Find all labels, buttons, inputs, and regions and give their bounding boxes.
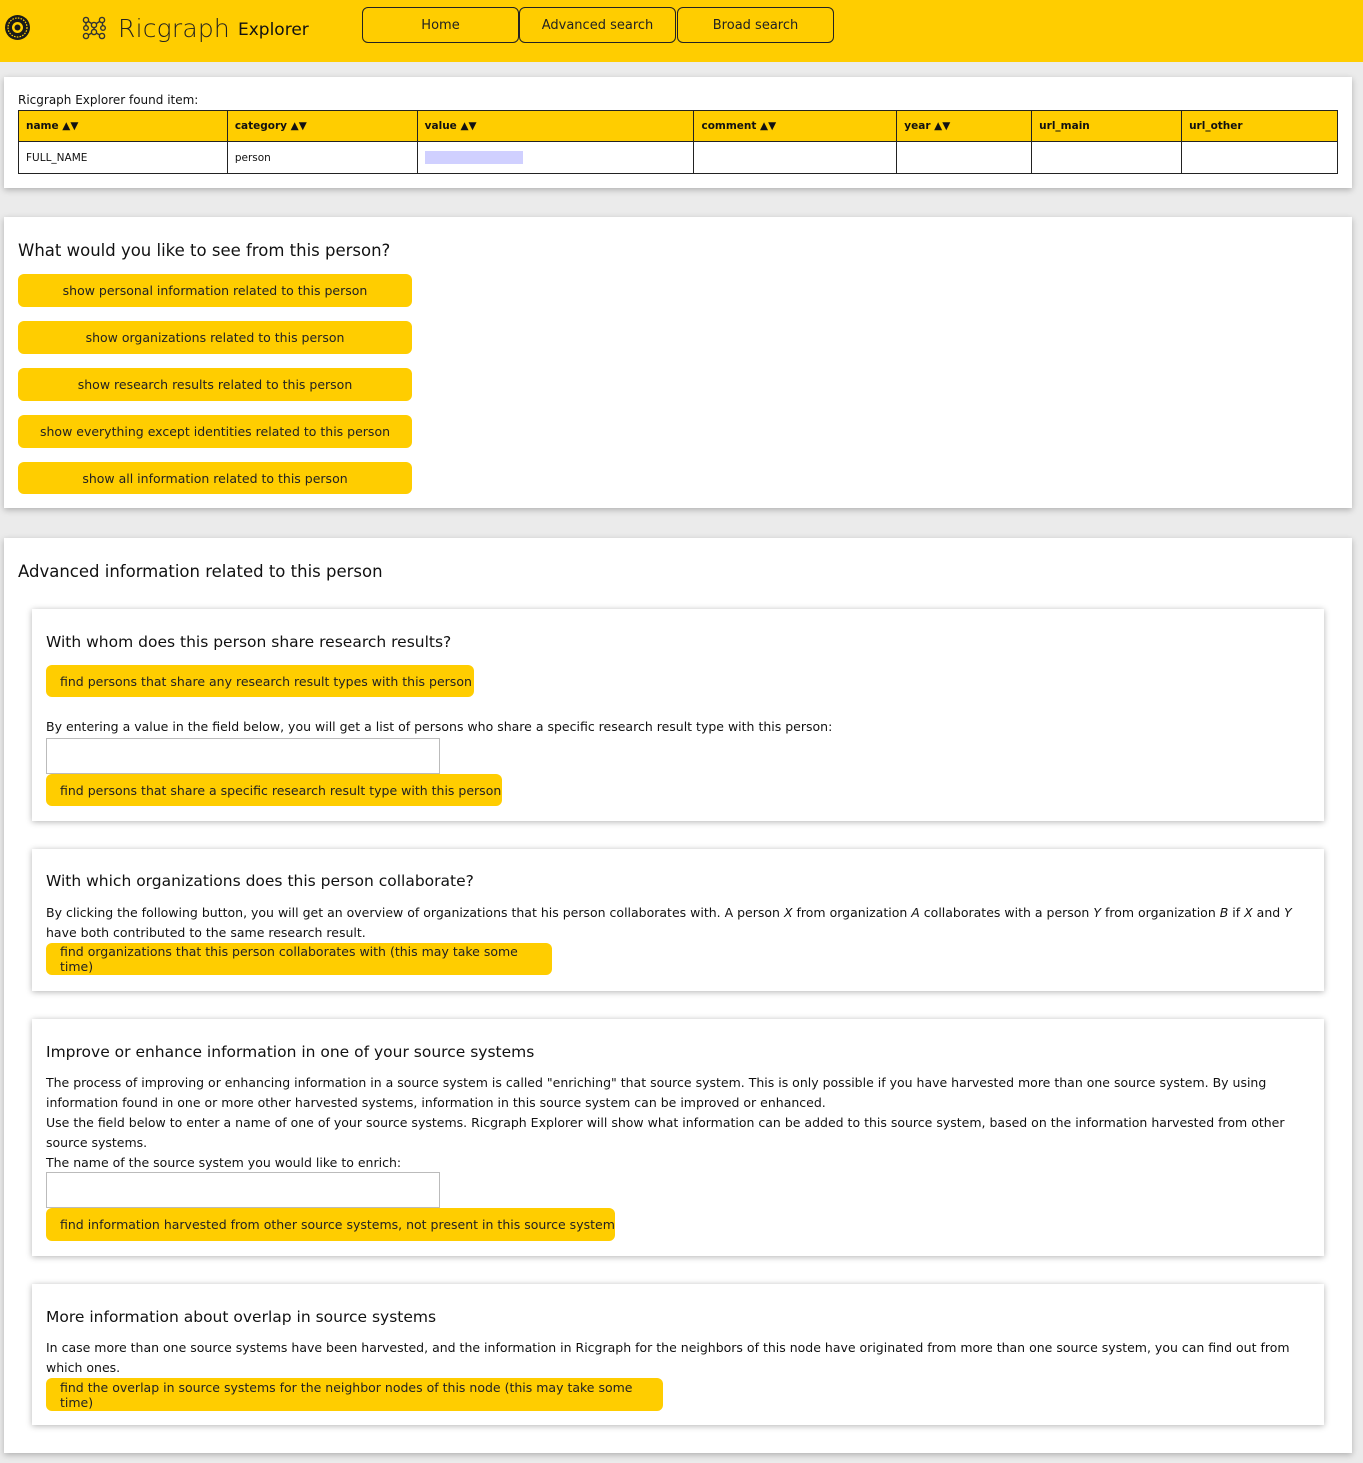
found-item-table bbox=[18, 110, 1338, 174]
overlap-description: In case more than one source systems have been harvested, and the information in Ricgraph for the neighbors of this node have originated from more than one source system, you can find out from which ones. bbox=[46, 1340, 1290, 1375]
advanced-info-card bbox=[4, 538, 1352, 1453]
overlap-title: More information about overlap in source systems bbox=[46, 1308, 437, 1326]
collaboration-title: With which organizations does this person collaborate? bbox=[46, 872, 474, 890]
graph-network-icon bbox=[80, 14, 108, 42]
column-header-year[interactable]: year ▲▼ bbox=[897, 111, 1032, 142]
cell-value[interactable] bbox=[417, 142, 694, 174]
table-header-row bbox=[19, 111, 1338, 142]
source-system-input[interactable] bbox=[46, 1172, 440, 1208]
table-row bbox=[19, 142, 1338, 174]
cell-category: person bbox=[227, 142, 417, 174]
advanced-title: Advanced information related to this person bbox=[18, 562, 383, 581]
show-personal-info-button[interactable]: show personal information related to this person bbox=[18, 274, 412, 307]
column-header-name[interactable]: name ▲▼ bbox=[19, 111, 228, 142]
show-all-information-button[interactable]: show all information related to this person bbox=[18, 462, 412, 494]
brand-logo[interactable] bbox=[80, 12, 309, 44]
share-results-panel bbox=[32, 609, 1324, 821]
column-header-category[interactable]: category ▲▼ bbox=[227, 111, 417, 142]
nav-advanced-search-button[interactable]: Advanced search bbox=[519, 7, 676, 43]
enrich-description: The process of improving or enhancing information in a source system is called "enriching" that source system. This is only possible if you have harvested more than one source system. By using information found in one or more other harvested systems, information in this source system can be improved or enhanced. Use the field below to enter a name of one of your source systems. Ricgraph Explorer will show what information can be added to this source system, based on the information harvested from other source systems. The name of the source system you would like to enrich: bbox=[46, 1075, 1285, 1170]
university-seal-icon[interactable] bbox=[4, 14, 31, 41]
nav-home-button[interactable]: Home bbox=[362, 7, 519, 43]
options-title: What would you like to see from this person? bbox=[18, 241, 391, 260]
enrich-title: Improve or enhance information in one of your source systems bbox=[46, 1043, 535, 1061]
redacted-value bbox=[425, 151, 523, 164]
collaboration-description: By clicking the following button, you will get an overview of organizations that his person collaborates with. A person X from organization A collaborates with a person Y from organization B if X and Y have both contributed to the same research result. bbox=[46, 905, 1292, 940]
brand-name: Ricgraph bbox=[118, 13, 230, 43]
find-enrich-information-button[interactable]: find information harvested from other source systems, not present in this source system bbox=[46, 1208, 615, 1241]
find-source-overlap-button[interactable]: find the overlap in source systems for the neighbor nodes of this node (this may take some time) bbox=[46, 1378, 663, 1411]
cell-year bbox=[897, 142, 1032, 174]
enrich-panel bbox=[32, 1019, 1324, 1256]
column-header-comment[interactable]: comment ▲▼ bbox=[694, 111, 897, 142]
column-header-url-other: url_other bbox=[1182, 111, 1338, 142]
column-header-url-main: url_main bbox=[1032, 111, 1182, 142]
share-results-title: With whom does this person share research results? bbox=[46, 633, 452, 651]
show-research-results-button[interactable]: show research results related to this person bbox=[18, 368, 412, 401]
brand-suffix: Explorer bbox=[237, 19, 309, 40]
collaboration-panel bbox=[32, 849, 1324, 991]
found-item-card bbox=[4, 77, 1352, 188]
share-results-instruction: By entering a value in the field below, you will get a list of persons who share a specific research result type with this person: bbox=[46, 719, 833, 734]
top-bar bbox=[0, 0, 1363, 62]
person-options-card bbox=[4, 217, 1352, 508]
nav-broad-search-button[interactable]: Broad search bbox=[677, 7, 834, 43]
research-result-type-input[interactable] bbox=[46, 738, 440, 774]
cell-url-main bbox=[1032, 142, 1182, 174]
cell-url-other bbox=[1182, 142, 1338, 174]
column-header-value[interactable]: value ▲▼ bbox=[417, 111, 694, 142]
cell-comment bbox=[694, 142, 897, 174]
overlap-panel bbox=[32, 1284, 1324, 1425]
found-item-label: Ricgraph Explorer found item: bbox=[18, 93, 199, 107]
find-persons-specific-type-button[interactable]: find persons that share a specific research result type with this person bbox=[46, 774, 502, 806]
cell-name: FULL_NAME bbox=[19, 142, 228, 174]
show-organizations-button[interactable]: show organizations related to this person bbox=[18, 321, 412, 354]
show-everything-except-identities-button[interactable]: show everything except identities related to this person bbox=[18, 415, 412, 448]
find-collaborating-organizations-button[interactable]: find organizations that this person collaborates with (this may take some time) bbox=[46, 943, 552, 975]
find-persons-any-type-button[interactable]: find persons that share any research result types with this person bbox=[46, 665, 474, 697]
